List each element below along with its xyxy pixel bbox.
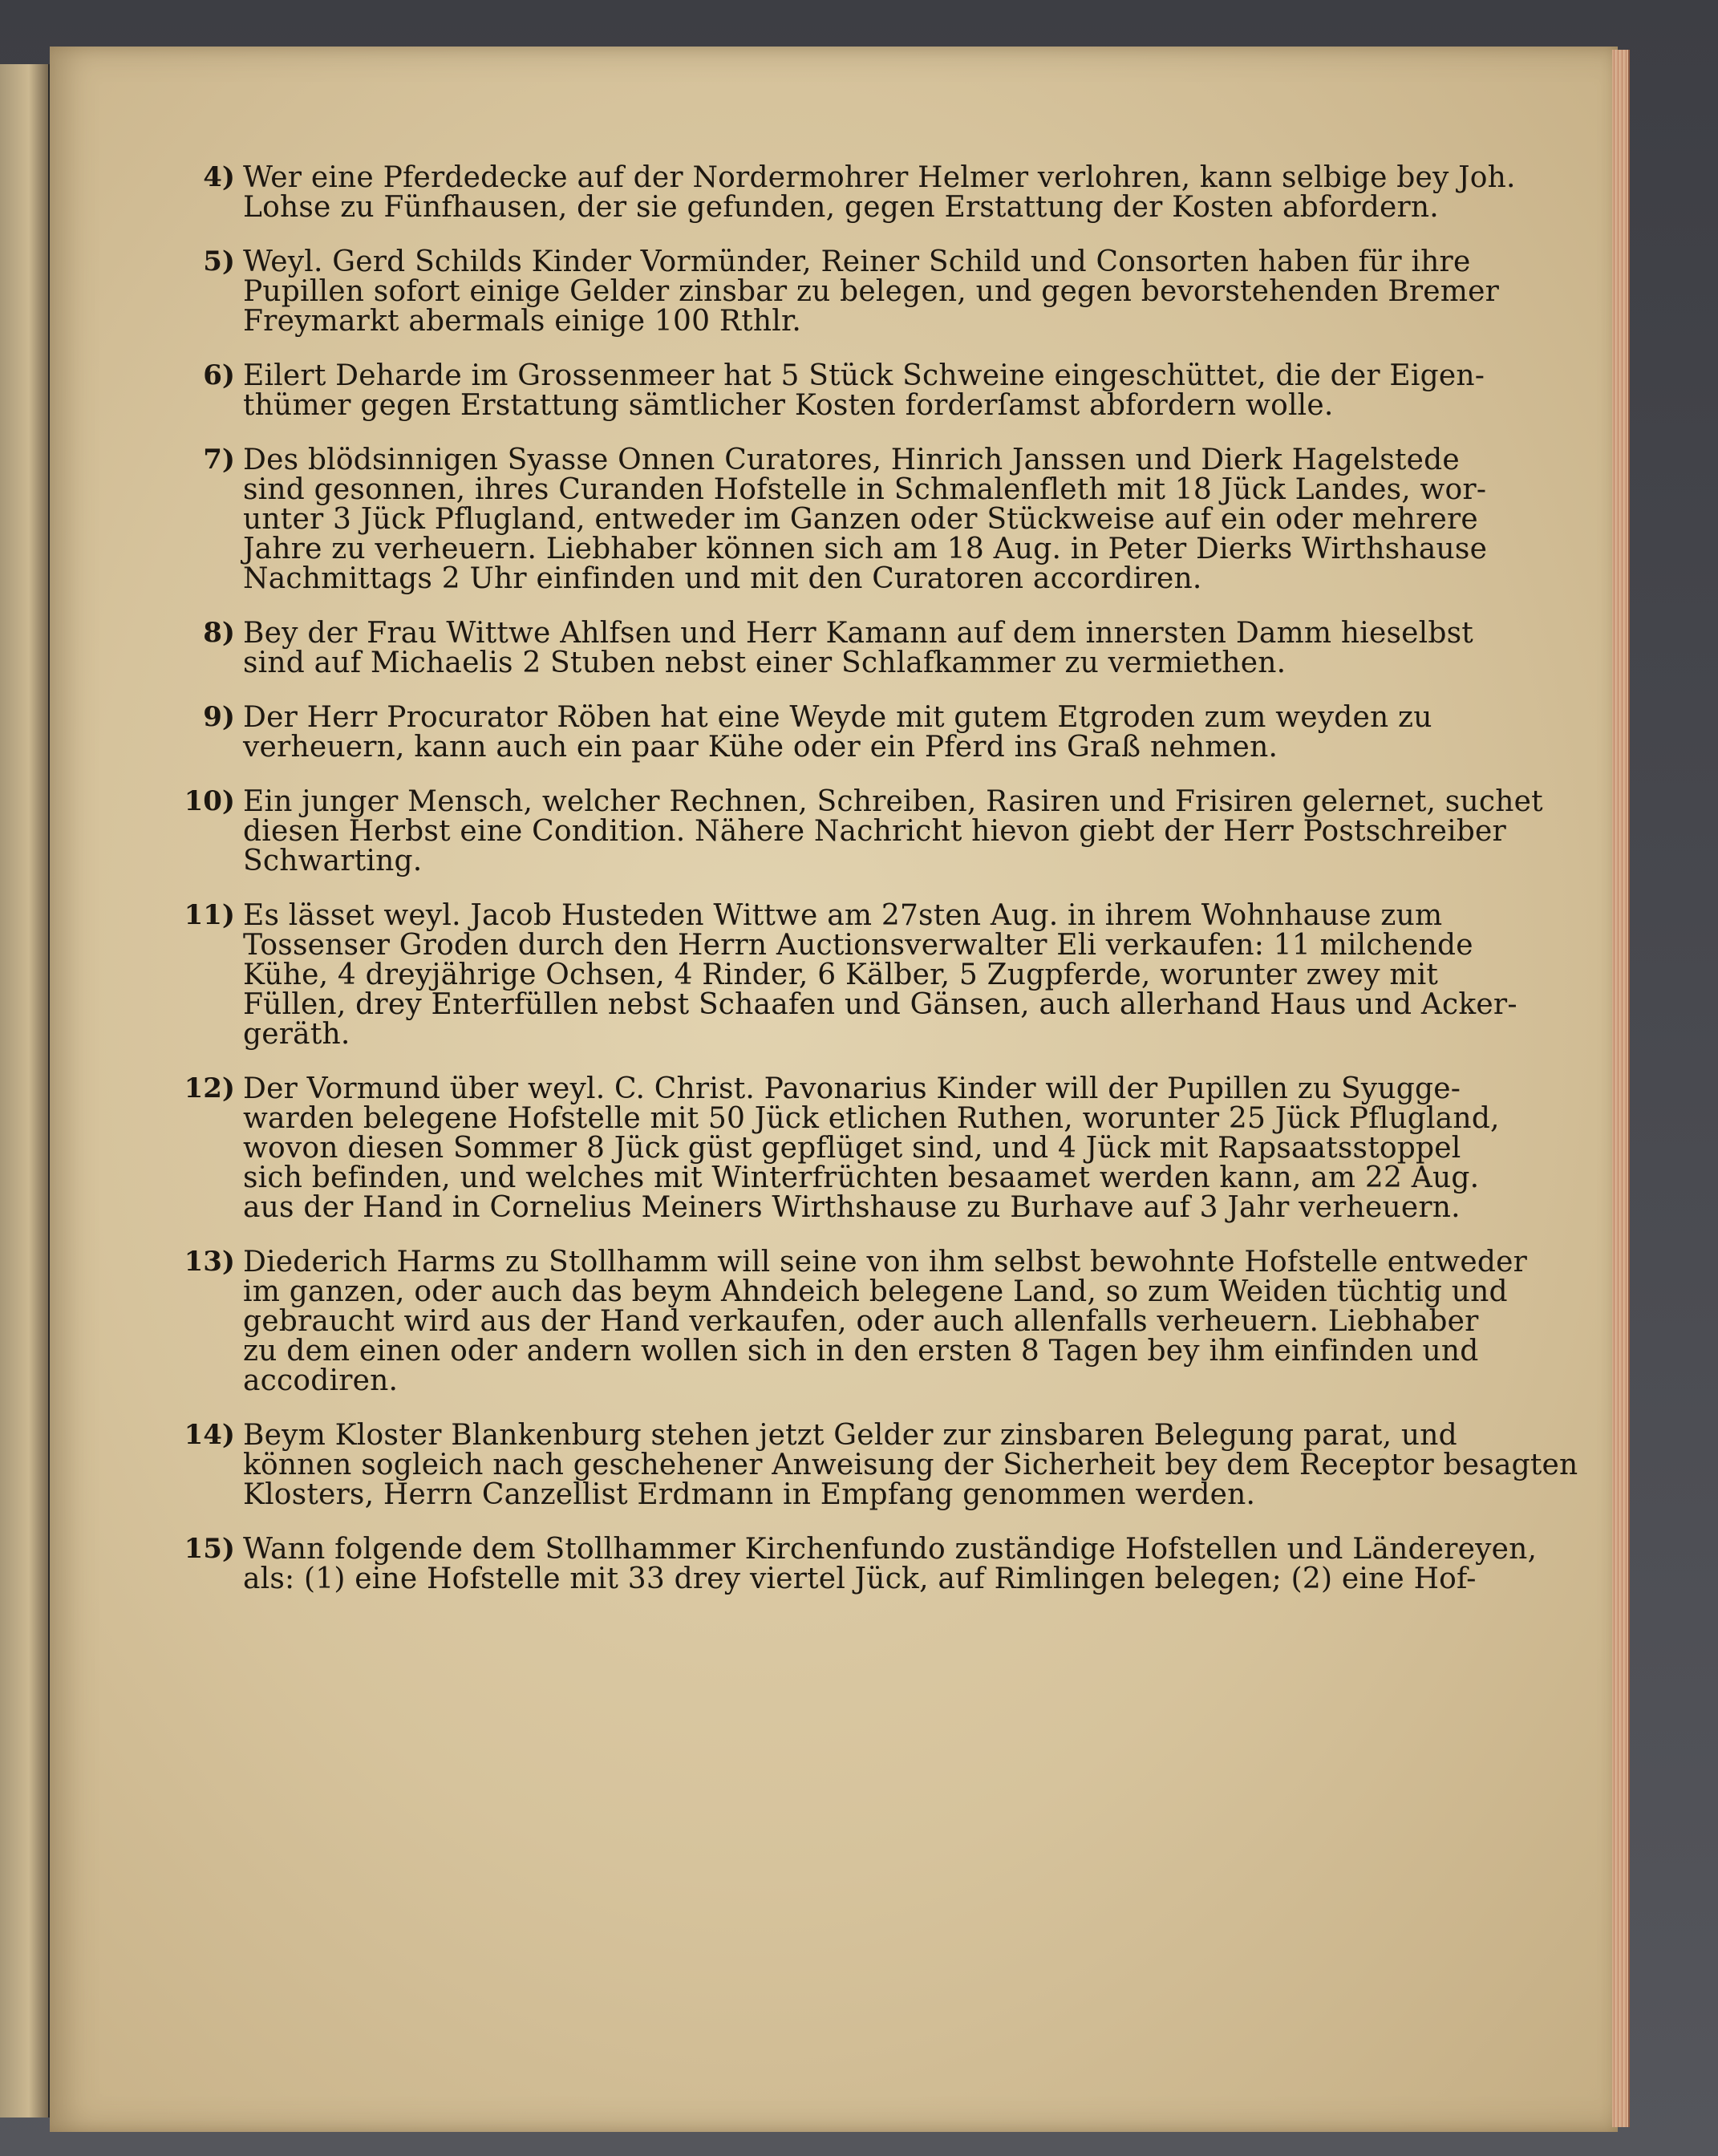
entry-line: Des blödsinnigen Syasse Onnen Curatores, Hinrich Janssen und Dierk Hagelstede	[243, 444, 1460, 476]
entry-line: Ein junger Mensch, welcher Rechnen, Schreiben, Rasiren und Frisiren gelernet, suchet	[243, 785, 1543, 818]
entry-line: Füllen, drey Enterfüllen nebst Schaafen und Gänsen, auch allerhand Haus und Acker-	[243, 988, 1517, 1021]
notice-entry	[180, 1072, 1500, 1224]
entry-text	[243, 163, 1516, 222]
entry-line: Eilert Deharde im Grossenmeer hat 5 Stück Schweine eingeschüttet, die der Eigen-	[243, 359, 1485, 392]
entry-number: 4)	[203, 161, 235, 193]
entry-text	[243, 1420, 1578, 1510]
entry-line: sind auf Michaelis 2 Stuben nebst einer Schlafkammer zu vermiethen.	[243, 646, 1286, 679]
entry-line: aus der Hand in Cornelius Meiners Wirthshause zu Burhave auf 3 Jahr verheuern.	[243, 1191, 1461, 1224]
entry-text	[243, 901, 1517, 1049]
notice-entry	[180, 359, 1485, 422]
entry-number: 8)	[203, 617, 235, 649]
entry-line: unter 3 Jück Pflugland, entweder im Ganzen oder Stückweise auf ein oder mehrere	[243, 503, 1478, 536]
entry-text	[243, 787, 1543, 876]
entry-line: warden belegene Hofstelle mit 50 Jück etlichen Ruthen, worunter 25 Jück Pflugland,	[243, 1102, 1500, 1135]
entry-line: im ganzen, oder auch das beym Ahndeich belegene Land, so zum Weiden tüchtig und	[243, 1275, 1508, 1308]
entry-number: 13)	[184, 1246, 235, 1278]
entry-line: gebraucht wird aus der Hand verkaufen, oder auch allenfalls verheuern. Liebhaber	[243, 1305, 1479, 1338]
entry-text	[243, 445, 1487, 594]
entry-line: Beym Kloster Blankenburg stehen jetzt Gelder zur zinsbaren Belegung parat, und	[243, 1419, 1457, 1452]
entry-line: verheuern, kann auch ein paar Kühe oder ein Pferd ins Graß nehmen.	[243, 731, 1278, 764]
notice-entry	[180, 444, 1488, 595]
entry-number: 10)	[184, 785, 235, 817]
entry-text	[243, 703, 1432, 762]
page-stack-edge	[1612, 50, 1630, 2127]
entry-line: diesen Herbst eine Condition. Nähere Nachricht hievon giebt der Herr Postschreiber	[243, 815, 1506, 848]
entry-line: Schwarting.	[243, 845, 423, 877]
page-text	[180, 161, 1578, 1619]
entry-line: thümer gegen Erstattung sämtlicher Kosten forderſamst abfordern wolle.	[243, 389, 1334, 422]
notice-entry	[180, 785, 1543, 877]
entry-line: Bey der Frau Wittwe Ahlfsen und Herr Kamann auf dem innersten Damm hieselbst	[243, 617, 1473, 650]
entry-line: Lohse zu Fünfhausen, der sie gefunden, gegen Erstattung der Kosten abfordern.	[243, 191, 1439, 224]
entry-line: Jahre zu verheuern. Liebhaber können sich am 18 Aug. in Peter Dierks Wirthshause	[243, 533, 1488, 565]
notice-entry	[180, 617, 1473, 679]
entry-number: 5)	[203, 245, 235, 278]
entry-line: können sogleich nach geschehener Anweisung der Sicherheit bey dem Receptor besagten	[243, 1449, 1578, 1481]
notice-entry	[180, 1246, 1527, 1397]
notice-entry	[180, 161, 1516, 224]
entry-text	[243, 618, 1473, 678]
entry-line: Nachmittags 2 Uhr einfinden und mit den Curatoren accordiren.	[243, 562, 1202, 595]
entry-number: 14)	[184, 1419, 235, 1451]
entry-line: geräth.	[243, 1018, 350, 1051]
notice-entry	[180, 245, 1500, 338]
entry-line: zu dem einen oder andern wollen sich in den ersten 8 Tagen bey ihm einfinden und	[243, 1335, 1479, 1368]
entry-number: 15)	[184, 1533, 235, 1565]
entry-number: 12)	[184, 1072, 235, 1104]
entry-text	[243, 1247, 1527, 1396]
entry-line: Tossenser Groden durch den Herrn Auctionsverwalter Eli verkaufen: 11 milchende	[243, 929, 1473, 962]
entry-text	[243, 1074, 1500, 1222]
entry-number: 6)	[203, 359, 235, 391]
entry-line: Kühe, 4 dreyjährige Ochsen, 4 Rinder, 6 Kälber, 5 Zugpferde, worunter zwey mit	[243, 958, 1439, 991]
entry-line: wovon diesen Sommer 8 Jück güst gepflüget sind, und 4 Jück mit Rapsaatsstoppel	[243, 1132, 1461, 1165]
entry-text	[243, 361, 1485, 420]
entry-line: sich befinden, und welches mit Winterfrüchten besaamet werden kann, am 22 Aug.	[243, 1161, 1480, 1194]
entry-line: Klosters, Herrn Canzellist Erdmann in Empfang genommen werden.	[243, 1478, 1256, 1511]
entry-text	[243, 1534, 1537, 1594]
left-page-edge	[0, 64, 51, 2118]
notice-entry	[180, 1533, 1538, 1595]
entry-line: Diederich Harms zu Stollhamm will seine von ihm selbst bewohnte Hofstelle entweder	[243, 1246, 1527, 1279]
entry-line: Wer eine Pferdedecke auf der Nordermohrer Helmer verlohren, kann selbige bey Joh.	[243, 161, 1516, 194]
entry-line: sind gesonnen, ihres Curanden Hofstelle in Schmalenfleth mit 18 Jück Landes, wor-	[243, 473, 1487, 506]
notice-entry	[180, 701, 1432, 764]
entry-line: accodiren.	[243, 1364, 399, 1397]
entry-line: Freymarkt abermals einige 100 Rthlr.	[243, 305, 802, 338]
entry-text	[243, 247, 1499, 336]
entry-line: Der Herr Procurator Röben hat eine Weyde mit gutem Etgroden zum weyden zu	[243, 701, 1432, 734]
entry-line: Der Vormund über weyl. C. Christ. Pavonarius Kinder will der Pupillen zu Syugge-	[243, 1072, 1461, 1105]
notice-entry	[180, 899, 1517, 1051]
entry-number: 7)	[203, 444, 235, 476]
entry-number: 9)	[203, 701, 235, 733]
entry-line: Weyl. Gerd Schilds Kinder Vormünder, Reiner Schild und Consorten haben für ihre	[243, 245, 1471, 278]
notice-entry	[180, 1419, 1578, 1511]
entry-line: Wann folgende dem Stollhammer Kirchenfundo zuständige Hofstellen und Ländereyen,	[243, 1533, 1538, 1566]
entry-line: als: (1) eine Hofstelle mit 33 drey viertel Jück, auf Rimlingen belegen; (2) eine Hof-	[243, 1562, 1477, 1595]
entry-number: 11)	[184, 899, 235, 931]
entry-line: Es lässet weyl. Jacob Husteden Wittwe am 27sten Aug. in ihrem Wohnhause zum	[243, 899, 1443, 932]
entry-line: Pupillen sofort einige Gelder zinsbar zu belegen, und gegen bevorstehenden Bremer	[243, 275, 1500, 308]
